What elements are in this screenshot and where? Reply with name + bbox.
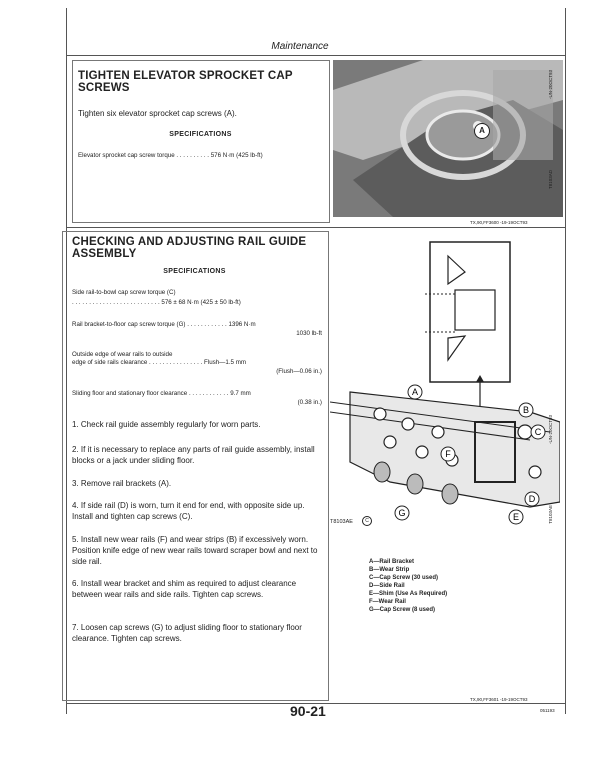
section1-title: TIGHTEN ELEVATOR SPROCKET CAP SCREWS xyxy=(78,70,293,94)
legend-f: F—Wear Rail xyxy=(369,599,406,605)
section2-spec-6: (Flush—0.06 in.) xyxy=(276,368,322,375)
callout-b: B xyxy=(522,405,530,415)
section2-spec-2: Rail bracket-to-floor cap screw torque (G) . . . . . . . . . . . . 1396 N·m xyxy=(72,321,256,328)
section2-spec-4: Outside edge of wear rails to outside xyxy=(72,351,173,358)
legend-b: B—Wear Strip xyxy=(369,567,410,573)
callout-f: F xyxy=(445,449,451,459)
section1-caption: TX,90,FF3600 -19-19OCT93 xyxy=(470,220,528,225)
rail-guide-diagram xyxy=(330,232,560,532)
section2-spec-5: edge of side rails clearance . . . . . . . . . . . . . . . . Flush—1.5 mm xyxy=(72,359,247,366)
legend-g: G—Cap Screw (8 used) xyxy=(369,607,436,613)
section1-photo-side-code: -UN-20OCT93 xyxy=(548,70,553,100)
section-header: Maintenance xyxy=(271,41,329,52)
section2-spec-7: Sliding floor and stationary floor clearance . . . . . . . . . . . . 9.7 mm xyxy=(72,390,251,397)
step-4: 4. If side rail (D) is worn, turn it end for end, with opposite side up. Install and tighten cap screws (C). xyxy=(72,501,305,521)
callout-e: E xyxy=(512,512,520,522)
callout-c: C xyxy=(534,427,542,437)
inset-gap-block xyxy=(455,290,495,330)
page-number: 90-21 xyxy=(290,703,326,719)
section1-photo-side-id: T8103AD xyxy=(548,170,553,190)
figure-side-code: -UN-20OCT93 xyxy=(548,415,553,445)
callout-g: G xyxy=(398,508,406,518)
callout-a: A xyxy=(411,387,419,397)
section2-title: CHECKING AND ADJUSTING RAIL GUIDE ASSEMBLY xyxy=(72,236,307,260)
figure-id: T8103AE xyxy=(330,519,353,525)
photo-callout-a: A xyxy=(474,123,490,139)
step-5: 5. Install new wear rails (F) and wear strips (B) if excessively worn. Position knife edge of new wear rails toward scraper bowl and next to side rail. xyxy=(72,535,318,566)
legend-c: C—Cap Screw (30 used) xyxy=(369,575,439,581)
section1-spec-heading: SPECIFICATIONS xyxy=(169,131,232,138)
section1-divider xyxy=(66,227,566,228)
elevator-sprocket-photo xyxy=(333,60,563,217)
page-right-rule xyxy=(565,8,566,714)
step-6: 6. Install wear bracket and shim as required to adjust clearance between wear rails and side rails. Tighten cap screws. xyxy=(72,579,297,599)
section2-spec-0: Side rail-to-bowl cap screw torque (C) xyxy=(72,289,176,296)
legend-a: A—Rail Bracket xyxy=(369,559,415,565)
footer-code: 051193 xyxy=(540,708,555,713)
legend-e: E—Shim (Use As Required) xyxy=(369,591,448,597)
legend-d: D—Side Rail xyxy=(369,583,405,589)
step-3: 3. Remove rail brackets (A). xyxy=(72,479,172,488)
step-7: 7. Loosen cap screws (G) to adjust sliding floor to stationary floor clearance. Tighten cap screws. xyxy=(72,623,302,643)
step-1: 1. Check rail guide assembly regularly for worn parts. xyxy=(72,420,261,429)
step-2: 2. If it is necessary to replace any parts of rail guide assembly, install blocks or a jack under sliding floor. xyxy=(72,445,315,465)
elevator-sprocket-photo-art xyxy=(333,60,563,217)
section2-spec-8: (0.38 in.) xyxy=(297,399,322,406)
figure-side-id: T8103AE xyxy=(548,505,553,524)
section1-spec-line: Elevator sprocket cap screw torque . . . . . . . . . . 576 N·m (425 lb-ft) xyxy=(78,152,263,159)
section1-instruction: Tighten six elevator sprocket cap screws (A). xyxy=(78,109,237,118)
section2-spec-3: 1030 lb-ft xyxy=(296,330,322,337)
section2-caption: TX,90,FF3601 -19-19OCT93 xyxy=(470,697,528,702)
header-rule xyxy=(66,55,566,56)
section2-spec-1: . . . . . . . . . . . . . . . . . . . . . . . . . . 576 ± 68 N·m (425 ± 50 lb-ft) xyxy=(72,299,241,306)
section2-spec-heading: SPECIFICATIONS xyxy=(163,268,226,275)
figure-id-mark: C xyxy=(362,516,372,526)
callout-d: D xyxy=(528,494,536,504)
